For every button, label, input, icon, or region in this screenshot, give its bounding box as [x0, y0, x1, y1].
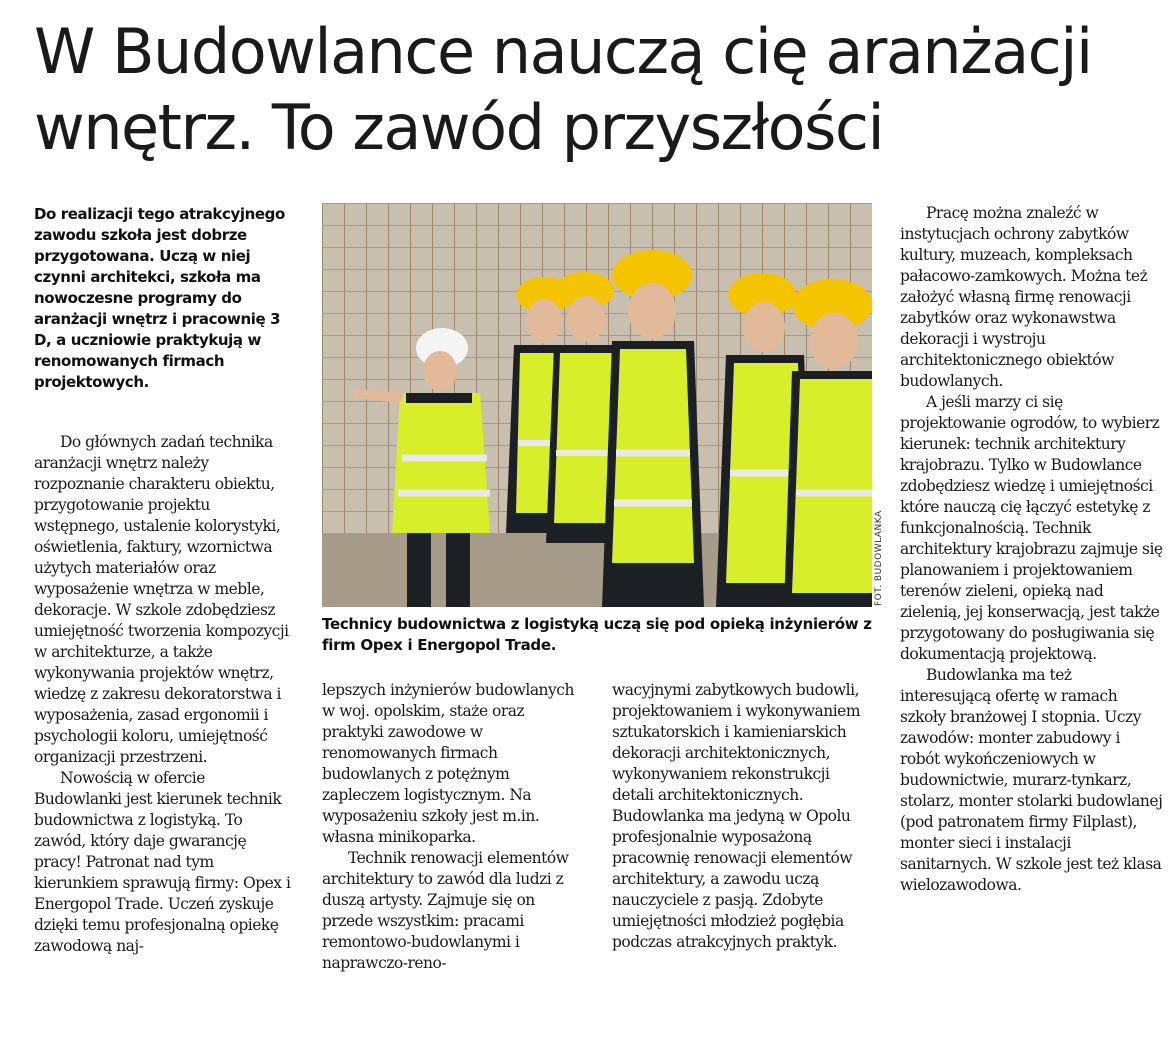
article-photo [322, 203, 872, 607]
headline-line-1: W Budowlance nauczą cię aranżacji [34, 15, 1092, 88]
paragraph: lepszych inżynierów budowlanych w woj. opolskim, staże oraz praktyki zawodowe w renomowanych firmach budowlanych z potężnym zapleczem logistycznym. Na wyposażeniu szkoły jest m.in. własna minikoparka. [322, 681, 574, 846]
column-4 [900, 203, 1164, 896]
headline-line-2: wnętrz. To zawód przyszłości [34, 91, 884, 164]
photo-credit: FOT. BUDOWLANKA [874, 510, 884, 606]
article-lead: Do realizacji tego atrakcyjnego zawodu szkoła jest dobrze przygotowana. Uczą w niej czynni architekci, szkoła ma nowoczesne programy do aranżacji wnętrz i pracownię 3 D, a uczniowie praktykują w renomowanych firmach projektowych. [34, 205, 285, 391]
paragraph: A jeśli marzy ci się projektowanie ogrodów, to wybierz kierunek: technik architektury krajobrazu. Tylko w Budowlance zdobędziesz wiedzę i umiejętności które nauczą cię łączyć estetykę z funkcjonalnością. Technik architektury krajobrazu zajmuje się planowaniem i projektowaniem terenów zieleni, opieką nad zielenią, jej konserwacją, jest także przygotowany do posługiwania się dokumentacją projektową. [900, 393, 1163, 663]
paragraph: Pracę można znaleźć w instytucjach ochrony zabytków kultury, muzeach, kompleksach pałacowo-zamkowych. Można też założyć własną firmę renowacji zabytków oraz wykonawstwa dekoracji i wystroju architektonicznego obiektów budowlanych. [900, 204, 1148, 390]
column-3 [612, 680, 874, 953]
photo-caption: Technicy budownictwa z logistyką uczą się pod opieką inżynierów z firm Opex i Energopol Trade. [322, 615, 872, 654]
paragraph: Technik renowacji elementów architektury to zawód dla ludzi z duszą artysty. Zajmuje się on przede wszystkim: pracami remontowo-budowlanymi i naprawczo-reno- [322, 849, 569, 972]
paragraph: Do głównych zadań technika aranżacji wnętrz należy rozpoznanie charakteru obiektu, przygotowanie projektu wstępnego, ustalenie kolorystyki, oświetlenia, faktury, wzornictwa użytych materiałów oraz wyposażenie wnętrza w meble, dekoracje. W szkole zdobędziesz umiejętność tworzenia kompozycji w architekturze, a także wykonywania projektów wnętrz, wiedzę z zakresu dekoratorstwa i wyposażenia, zasad ergonomii i psychologii koloru, umiejętność organizacji przestrzeni. [34, 433, 289, 766]
column-2 [322, 680, 580, 974]
paragraph: Budowlanka ma też interesującą ofertę w ramach szkoły branżowej I stopnia. Uczy zawodów: monter zabudowy i robót wykończeniowych w budownictwie, murarz-tynkarz, stolarz, monter stolarki budowlanej (pod patronatem firmy Filplast), monter sieci i instalacji sanitarnych. W szkole jest też klasa wielozawodowa. [900, 666, 1163, 894]
paragraph: wacyjnymi zabytkowych budowli, projektowaniem i wykonywaniem sztukatorskich i kamieniarskich dekoracji architektonicznych, wykonywaniem rekonstrukcji detali architektonicznych. Budowlanka ma jedyną w Opolu profesjonalnie wyposażoną pracownię renowacji elementów architektury, a zawodu uczą nauczyciele z pasją. Zdobyte umiejętności młodzież pogłębia podczas atrakcyjnych praktyk. [612, 681, 861, 951]
article-headline [34, 14, 1154, 166]
paragraph: Nowością w ofercie Budowlanki jest kierunek technik budownictwa z logistyką. To zawód, który daje gwarancję pracy! Patronat nad tym kierunkiem sprawują firmy: Opex i Energopol Trade. Uczeń zyskuje dzięki temu profesjonalną opiekę zawodową naj- [34, 769, 291, 955]
column-1 [34, 432, 296, 957]
photo-illustration [322, 203, 872, 607]
